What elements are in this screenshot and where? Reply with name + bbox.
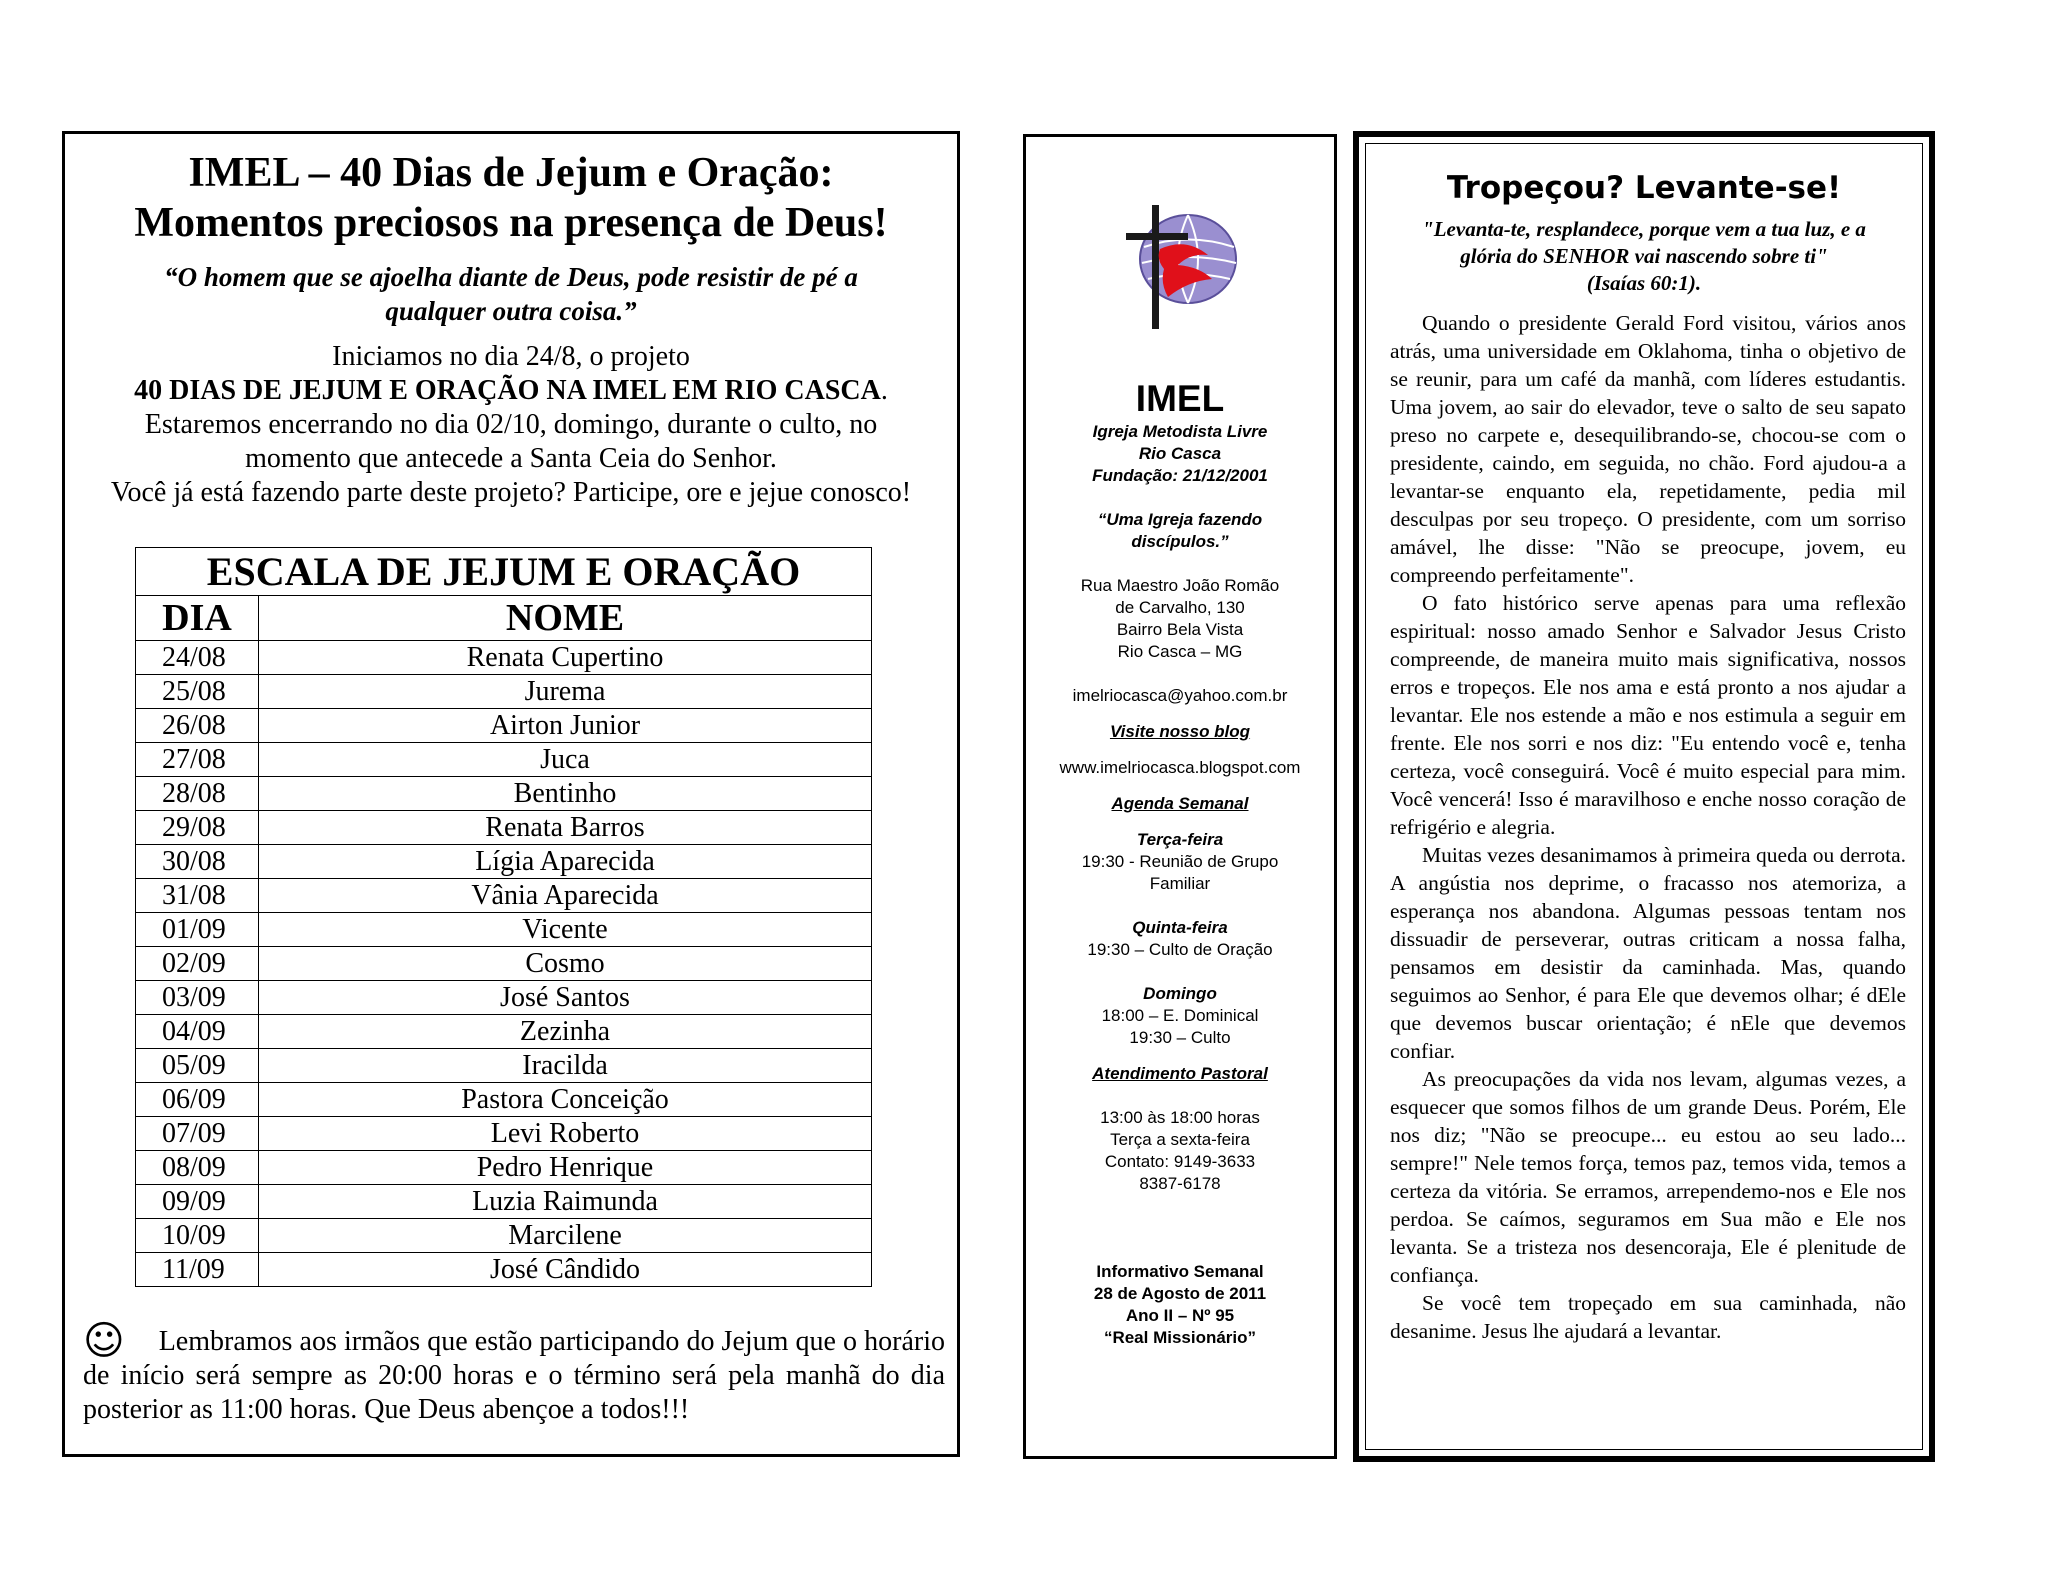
- schedule-name: Zezinha: [259, 1015, 872, 1049]
- schedule-row: [136, 1015, 872, 1049]
- schedule-name: Lígia Aparecida: [259, 845, 872, 879]
- thursday-label: Quinta-feira: [1132, 918, 1228, 937]
- church-acronym: IMEL: [1135, 378, 1225, 419]
- schedule-body: [136, 641, 872, 1287]
- schedule-row: [136, 1185, 872, 1219]
- thursday-line-1: 19:30 – Culto de Oração: [1087, 940, 1273, 959]
- schedule-caption: ESCALA DE JEJUM E ORAÇÃO: [136, 548, 872, 596]
- address-line-4: Rio Casca – MG: [1117, 642, 1243, 661]
- schedule-name: José Cândido: [259, 1253, 872, 1287]
- devotional-panel: [1353, 131, 1935, 1462]
- schedule-name: Marcilene: [259, 1219, 872, 1253]
- fasting-title: [65, 148, 957, 248]
- schedule-day: 05/09: [136, 1049, 259, 1083]
- schedule-day: 02/09: [136, 947, 259, 981]
- devotional-paragraph: O fato histórico serve apenas para uma reflexão espiritual: nosso amado Senhor e Salvador Jesus Cristo compreende, de maneira muito mais significativa, nossos erros e tropeços. Ele nos ama e está pronto a nos ajudar a levantar. Ele nos estende a mão e nos estimula a seguir em frente. Ele nos sorri e nos diz: "Eu entendo você e, tenha certeza, você conseguirá. Você é muito especial para mim. Você vencerá! Isso é maravilhoso e enche nosso coração de refrigério e alegria.: [1390, 591, 1906, 839]
- schedule-row: [136, 947, 872, 981]
- footer-line-4: “Real Missionário”: [1103, 1328, 1257, 1347]
- schedule-day: 25/08: [136, 675, 259, 709]
- tuesday-label: Terça-feira: [1136, 830, 1224, 849]
- devotional-body: [1390, 309, 1906, 1345]
- devotional-paragraph: Muitas vezes desanimamos à primeira queda ou derrota. A angústia nos deprime, o fracasso nos atemoriza, a esperança nos abandona. Algumas pessoas tentam nos dissuadir de perseverar, outras criticam a nossa falha, pensamos em desistir da caminhada. Mas, quando seguimos ao Senhor, é para Ele que devemos olhar; é dEle que devemos buscar orientação; é nEle que devemos confiar.: [1390, 843, 1906, 1063]
- schedule-day: 03/09: [136, 981, 259, 1015]
- address-line-1: Rua Maestro João Romão: [1080, 576, 1280, 595]
- schedule-row: [136, 845, 872, 879]
- schedule-name: Pedro Henrique: [259, 1151, 872, 1185]
- schedule-row: [136, 709, 872, 743]
- schedule-day: 07/09: [136, 1117, 259, 1151]
- church-info-panel: [1023, 134, 1337, 1459]
- slogan-line-1: “Uma Igreja fazendo: [1097, 510, 1263, 529]
- intro-line-2: [65, 374, 957, 408]
- sunday-line-1: 18:00 – E. Dominical: [1101, 1006, 1259, 1025]
- schedule-name: José Santos: [259, 981, 872, 1015]
- intro-line-5: Você já está fazendo parte deste projeto? Participe, ore e jejue conosco!: [110, 477, 912, 508]
- schedule-row: [136, 777, 872, 811]
- schedule-day: 29/08: [136, 811, 259, 845]
- smiley-icon: ☺: [83, 1318, 125, 1364]
- church-email[interactable]: imelriocasca@yahoo.com.br: [1072, 686, 1288, 705]
- column-header-name: NOME: [259, 596, 872, 641]
- schedule-day: 24/08: [136, 641, 259, 675]
- column-header-day: DIA: [136, 596, 259, 641]
- pastoral-line-4: 8387-6178: [1139, 1174, 1221, 1193]
- schedule-name: Pastora Conceição: [259, 1083, 872, 1117]
- fasting-quote: “O homem que se ajoelha diante de Deus, pode resistir de pé a qualquer outra coisa.”: [164, 262, 858, 326]
- tuesday-line-2: Familiar: [1149, 874, 1211, 893]
- schedule-name: Luzia Raimunda: [259, 1185, 872, 1219]
- schedule-row: [136, 1049, 872, 1083]
- devotional-title: Tropeçou? Levante-se!: [1446, 170, 1842, 206]
- schedule-name: Renata Cupertino: [259, 641, 872, 675]
- schedule-row: [136, 1219, 872, 1253]
- slogan-line-2: discípulos.”: [1131, 532, 1229, 551]
- blog-label: Visite nosso blog: [1109, 722, 1251, 741]
- footer-line-1: Informativo Semanal: [1096, 1262, 1264, 1281]
- schedule-row: [136, 641, 872, 675]
- schedule-row: [136, 1151, 872, 1185]
- schedule-name: Levi Roberto: [259, 1117, 872, 1151]
- verse-line-1: "Levanta-te, resplandece, porque vem a tua luz, e a: [1422, 217, 1866, 241]
- fasting-prayer-panel: [62, 131, 960, 1457]
- fasting-intro: [65, 340, 957, 510]
- schedule-row: [136, 743, 872, 777]
- schedule-name: Airton Junior: [259, 709, 872, 743]
- intro-line-4: momento que antecede a Santa Ceia do Senhor.: [245, 443, 777, 474]
- project-name: 40 DIAS DE JEJUM E ORAÇÃO NA IMEL EM RIO CASCA: [134, 375, 881, 406]
- schedule-day: 26/08: [136, 709, 259, 743]
- blog-url[interactable]: www.imelriocasca.blogspot.com: [1059, 758, 1301, 777]
- schedule-day: 28/08: [136, 777, 259, 811]
- schedule-row: [136, 981, 872, 1015]
- schedule-row: [136, 1253, 872, 1287]
- schedule-day: 10/09: [136, 1219, 259, 1253]
- footer-line-2: 28 de Agosto de 2011: [1093, 1284, 1267, 1303]
- footer-line-3: Ano II – Nº 95: [1125, 1306, 1235, 1325]
- devotional-paragraph: As preocupações da vida nos levam, algumas vezes, a esquecer que somos filhos de um grande Deus. Porém, Ele nos diz; "Não se preocupe... eu estou ao seu lado... sempre!" Nele temos força, temos paz, temos vida, temos a certeza da vitória. Se erramos, arrependemo-nos e Ele nos perdoa. Se caímos, seguramos em Sua mão e Ele nos levanta. Se a tristeza nos desencoraja, Ele é plenitude de confiança.: [1390, 1067, 1906, 1287]
- fasting-schedule-table: [135, 547, 872, 1287]
- schedule-day: 30/08: [136, 845, 259, 879]
- schedule-name: Iracilda: [259, 1049, 872, 1083]
- schedule-day: 11/09: [136, 1253, 259, 1287]
- devotional-verse: [1386, 216, 1902, 297]
- schedule-row: [136, 811, 872, 845]
- schedule-name: Cosmo: [259, 947, 872, 981]
- address-line-2: de Carvalho, 130: [1115, 598, 1245, 617]
- schedule-name: Juca: [259, 743, 872, 777]
- schedule-name: Renata Barros: [259, 811, 872, 845]
- church-city: Rio Casca: [1138, 444, 1222, 463]
- schedule-day: 09/09: [136, 1185, 259, 1219]
- schedule-name: Bentinho: [259, 777, 872, 811]
- schedule-row: [136, 1083, 872, 1117]
- church-full-name: Igreja Metodista Livre: [1092, 422, 1268, 441]
- church-foundation: Fundação: 21/12/2001: [1092, 466, 1268, 485]
- church-details: [1026, 377, 1334, 1349]
- pastoral-label: Atendimento Pastoral: [1092, 1064, 1268, 1083]
- intro-line-3: Estaremos encerrando no dia 02/10, domingo, durante o culto, no: [144, 409, 878, 440]
- schedule-name: Vânia Aparecida: [259, 879, 872, 913]
- verse-reference: (Isaías 60:1).: [1586, 271, 1702, 295]
- schedule-row: [136, 879, 872, 913]
- tuesday-line-1: 19:30 - Reunião de Grupo: [1081, 852, 1279, 871]
- intro-line-1: Iniciamos no dia 24/8, o projeto: [332, 341, 690, 372]
- schedule-name: Vicente: [259, 913, 872, 947]
- verse-line-2: glória do SENHOR vai nascendo sobre ti": [1460, 244, 1828, 268]
- title-line-1: IMEL – 40 Dias de Jejum e Oração:: [188, 150, 834, 196]
- schedule-day: 06/09: [136, 1083, 259, 1117]
- sunday-label: Domingo: [1143, 984, 1217, 1003]
- reminder-text: Lembramos aos irmãos que estão participando do Jejum que o horário de início será sempre as 20:00 horas e o término será pela manhã do dia posterior as 11:00 horas. Que Deus abençoe a todos!!!: [83, 1326, 945, 1425]
- schedule-day: 31/08: [136, 879, 259, 913]
- agenda-label: Agenda Semanal: [1111, 794, 1249, 813]
- schedule-day: 01/09: [136, 913, 259, 947]
- address-line-3: Bairro Bela Vista: [1116, 620, 1244, 639]
- sunday-line-2: 19:30 – Culto: [1129, 1028, 1231, 1047]
- schedule-row: [136, 1117, 872, 1151]
- pastoral-line-3: Contato: 9149-3633: [1104, 1152, 1256, 1171]
- imel-cross-globe-logo-icon: [1116, 197, 1246, 332]
- devotional-paragraph: Se você tem tropeçado em sua caminhada, não desanime. Jesus lhe ajudará a levantar.: [1390, 1291, 1906, 1343]
- schedule-row: [136, 913, 872, 947]
- devotional-paragraph: Quando o presidente Gerald Ford visitou, vários anos atrás, uma universidade em Oklahoma, tinha o objetivo de se reunir, para um café da manhã, com líderes estudantis. Uma jovem, ao sair do elevador, teve o salto de seu sapato preso no carpete e, desequilibrando-se, chocou-se com o presidente, caindo, em seguida, no chão. Ford ajudou-a a levantar-se enquanto ela, repetidamente, pedia mil desculpas por seu tropeço. O presidente, com um sorriso amável, lhe disse: "Não se preocupe, jovem, eu compreendo perfeitamente".: [1390, 311, 1906, 587]
- intro-line-2-end: .: [880, 375, 888, 406]
- schedule-day: 27/08: [136, 743, 259, 777]
- schedule-row: [136, 675, 872, 709]
- pastoral-line-1: 13:00 às 18:00 horas: [1100, 1108, 1260, 1127]
- schedule-name: Jurema: [259, 675, 872, 709]
- schedule-day: 08/09: [136, 1151, 259, 1185]
- fasting-reminder-note: [83, 1318, 945, 1427]
- title-line-2: Momentos preciosos na presença de Deus!: [134, 200, 888, 246]
- schedule-day: 04/09: [136, 1015, 259, 1049]
- pastoral-line-2: Terça a sexta-feira: [1110, 1130, 1250, 1149]
- devotional-inner-frame: [1365, 143, 1923, 1450]
